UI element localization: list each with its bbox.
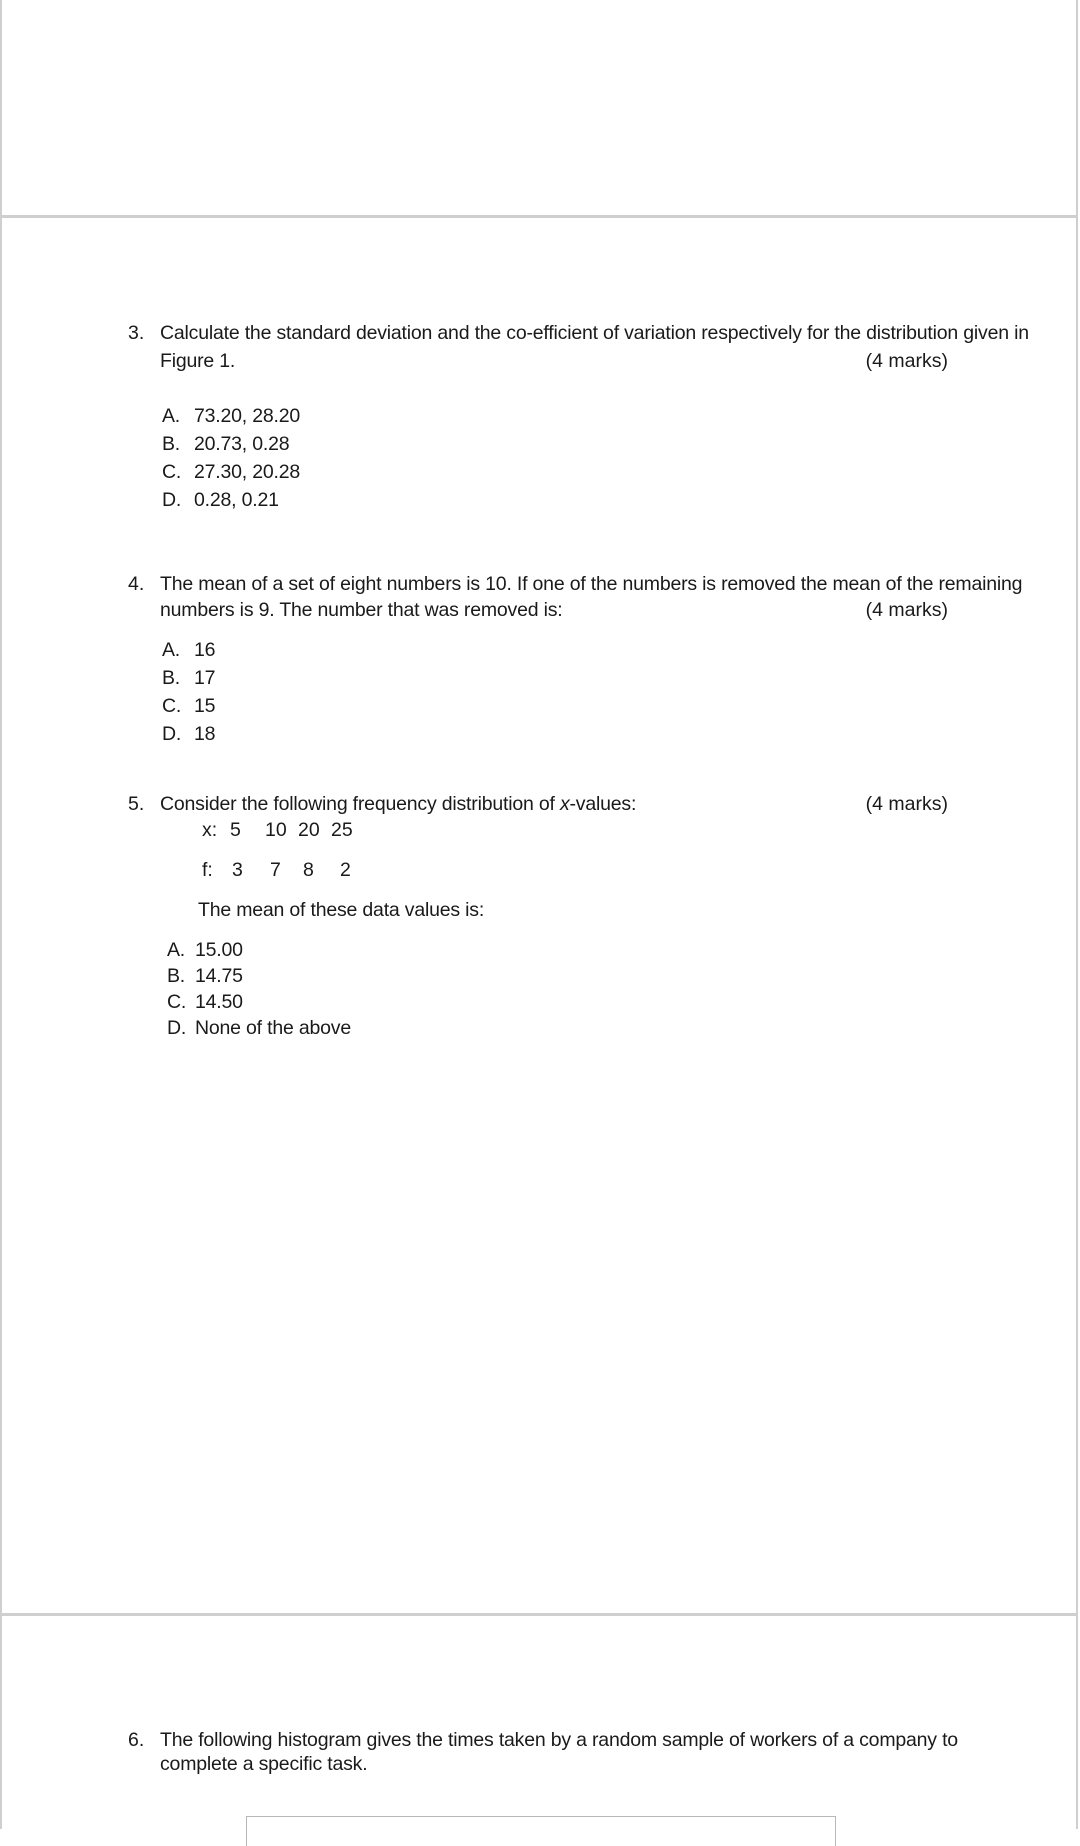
question-text-line-2: numbers is 9. The number that was removed is: — [160, 599, 563, 621]
x-value: 20 — [298, 819, 320, 841]
f-values-row — [202, 858, 402, 882]
question-text-line-2: Figure 1. — [160, 350, 236, 372]
question-text-line-1: Calculate the standard deviation and the co-efficient of variation respectively for the distribution given in — [160, 322, 1029, 344]
x-label: x: — [202, 819, 218, 841]
option-d[interactable]: D. 0.28, 0.21 — [162, 489, 279, 511]
page-1-bottom — [0, 0, 1078, 218]
option-d[interactable]: D. 18 — [162, 723, 216, 745]
question-number: 4. — [128, 573, 145, 595]
f-value: 2 — [340, 859, 351, 881]
question-text-line-1: Consider the following frequency distribution of x-values: — [160, 793, 637, 815]
question-number: 5. — [128, 793, 145, 815]
f-value: 3 — [232, 859, 243, 881]
option-c[interactable]: C. 14.50 — [167, 991, 243, 1013]
marks-label: (4 marks) — [865, 599, 948, 621]
option-b[interactable]: B. 20.73, 0.28 — [162, 433, 290, 455]
f-label: f: — [202, 859, 213, 881]
f-value: 8 — [303, 859, 314, 881]
marks-label: (4 marks) — [865, 793, 948, 815]
option-c[interactable]: C. 15 — [162, 695, 216, 717]
x-values-row — [202, 818, 402, 842]
option-c[interactable]: C. 27.30, 20.28 — [162, 461, 301, 483]
x-value: 10 — [265, 819, 287, 841]
option-b[interactable]: B. 14.75 — [167, 965, 243, 987]
question-number: 3. — [128, 322, 145, 344]
f-value: 7 — [270, 859, 281, 881]
question-text-line-1: The following histogram gives the times taken by a random sample of workers of a company to — [160, 1729, 958, 1751]
marks-label: (4 marks) — [865, 350, 948, 372]
question-prompt: The mean of these data values is: — [198, 899, 485, 921]
x-value: 25 — [331, 819, 353, 841]
page-2 — [0, 218, 1078, 1616]
option-b[interactable]: B. 17 — [162, 667, 216, 689]
x-value: 5 — [230, 819, 241, 841]
page-3 — [0, 1616, 1078, 1829]
option-a[interactable]: A. 15.00 — [167, 939, 243, 961]
option-a[interactable]: A. 73.20, 28.20 — [162, 405, 301, 427]
histogram-frame — [246, 1816, 836, 1846]
question-text-line-2: complete a specific task. — [160, 1753, 368, 1775]
question-text-line-1: The mean of a set of eight numbers is 10. If one of the numbers is removed the mean of the remaining — [160, 573, 1023, 595]
option-a[interactable]: A. 16 — [162, 639, 216, 661]
question-number: 6. — [128, 1729, 145, 1751]
option-d[interactable]: D. None of the above — [167, 1017, 351, 1039]
